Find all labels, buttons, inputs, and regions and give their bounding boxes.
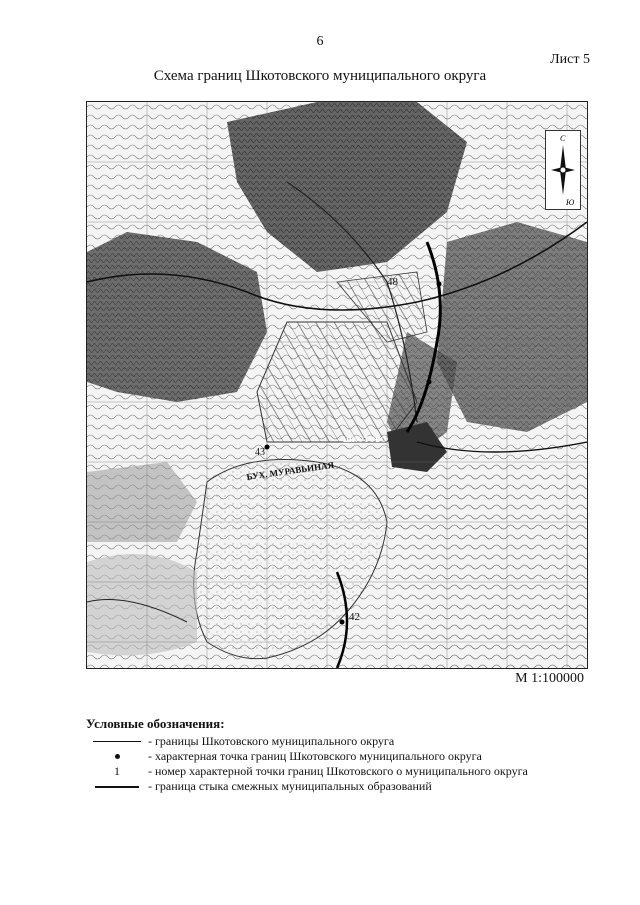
thin-line-symbol	[93, 741, 141, 742]
topographic-map-graphic	[87, 102, 587, 668]
legend-item-text: - номер характерной точки границ Шкотовского о муниципального округа	[148, 764, 528, 778]
compass-south-label: Ю	[566, 198, 575, 207]
point-label-43: 43	[255, 447, 265, 458]
legend-item-text: - граница стыка смежных муниципальных образований	[148, 779, 432, 793]
legend-title: Условные обозначения:	[86, 716, 225, 731]
compass-north-label: С	[560, 134, 566, 143]
legend	[86, 716, 586, 794]
legend-item-point	[86, 749, 586, 764]
legend-item-text: - границы Шкотовского муниципального округа	[148, 734, 395, 748]
legend-item-text: - характерная точка границ Шкотовского муниципального округа	[148, 749, 482, 763]
page-number: 6	[316, 34, 324, 49]
boundary-map	[86, 101, 588, 669]
legend-item-boundary	[86, 734, 586, 749]
town-label: ШКОТОВО	[343, 435, 387, 444]
point-label-42: 42	[349, 611, 360, 623]
compass-rose	[545, 130, 581, 210]
number-symbol: 1	[114, 764, 120, 778]
dot-symbol	[115, 754, 120, 759]
bay-label: БУХ. МУРАВЬИНАЯ	[245, 459, 335, 482]
sheet-label: Лист 5	[550, 52, 590, 67]
legend-item-point-number	[86, 764, 586, 779]
map-scale: М 1:100000	[515, 671, 584, 686]
legend-item-junction	[86, 779, 586, 794]
thick-line-symbol	[95, 786, 139, 788]
page-title: Схема границ Шкотовского муниципального округа	[153, 68, 487, 84]
point-label-48: 48	[387, 276, 398, 288]
